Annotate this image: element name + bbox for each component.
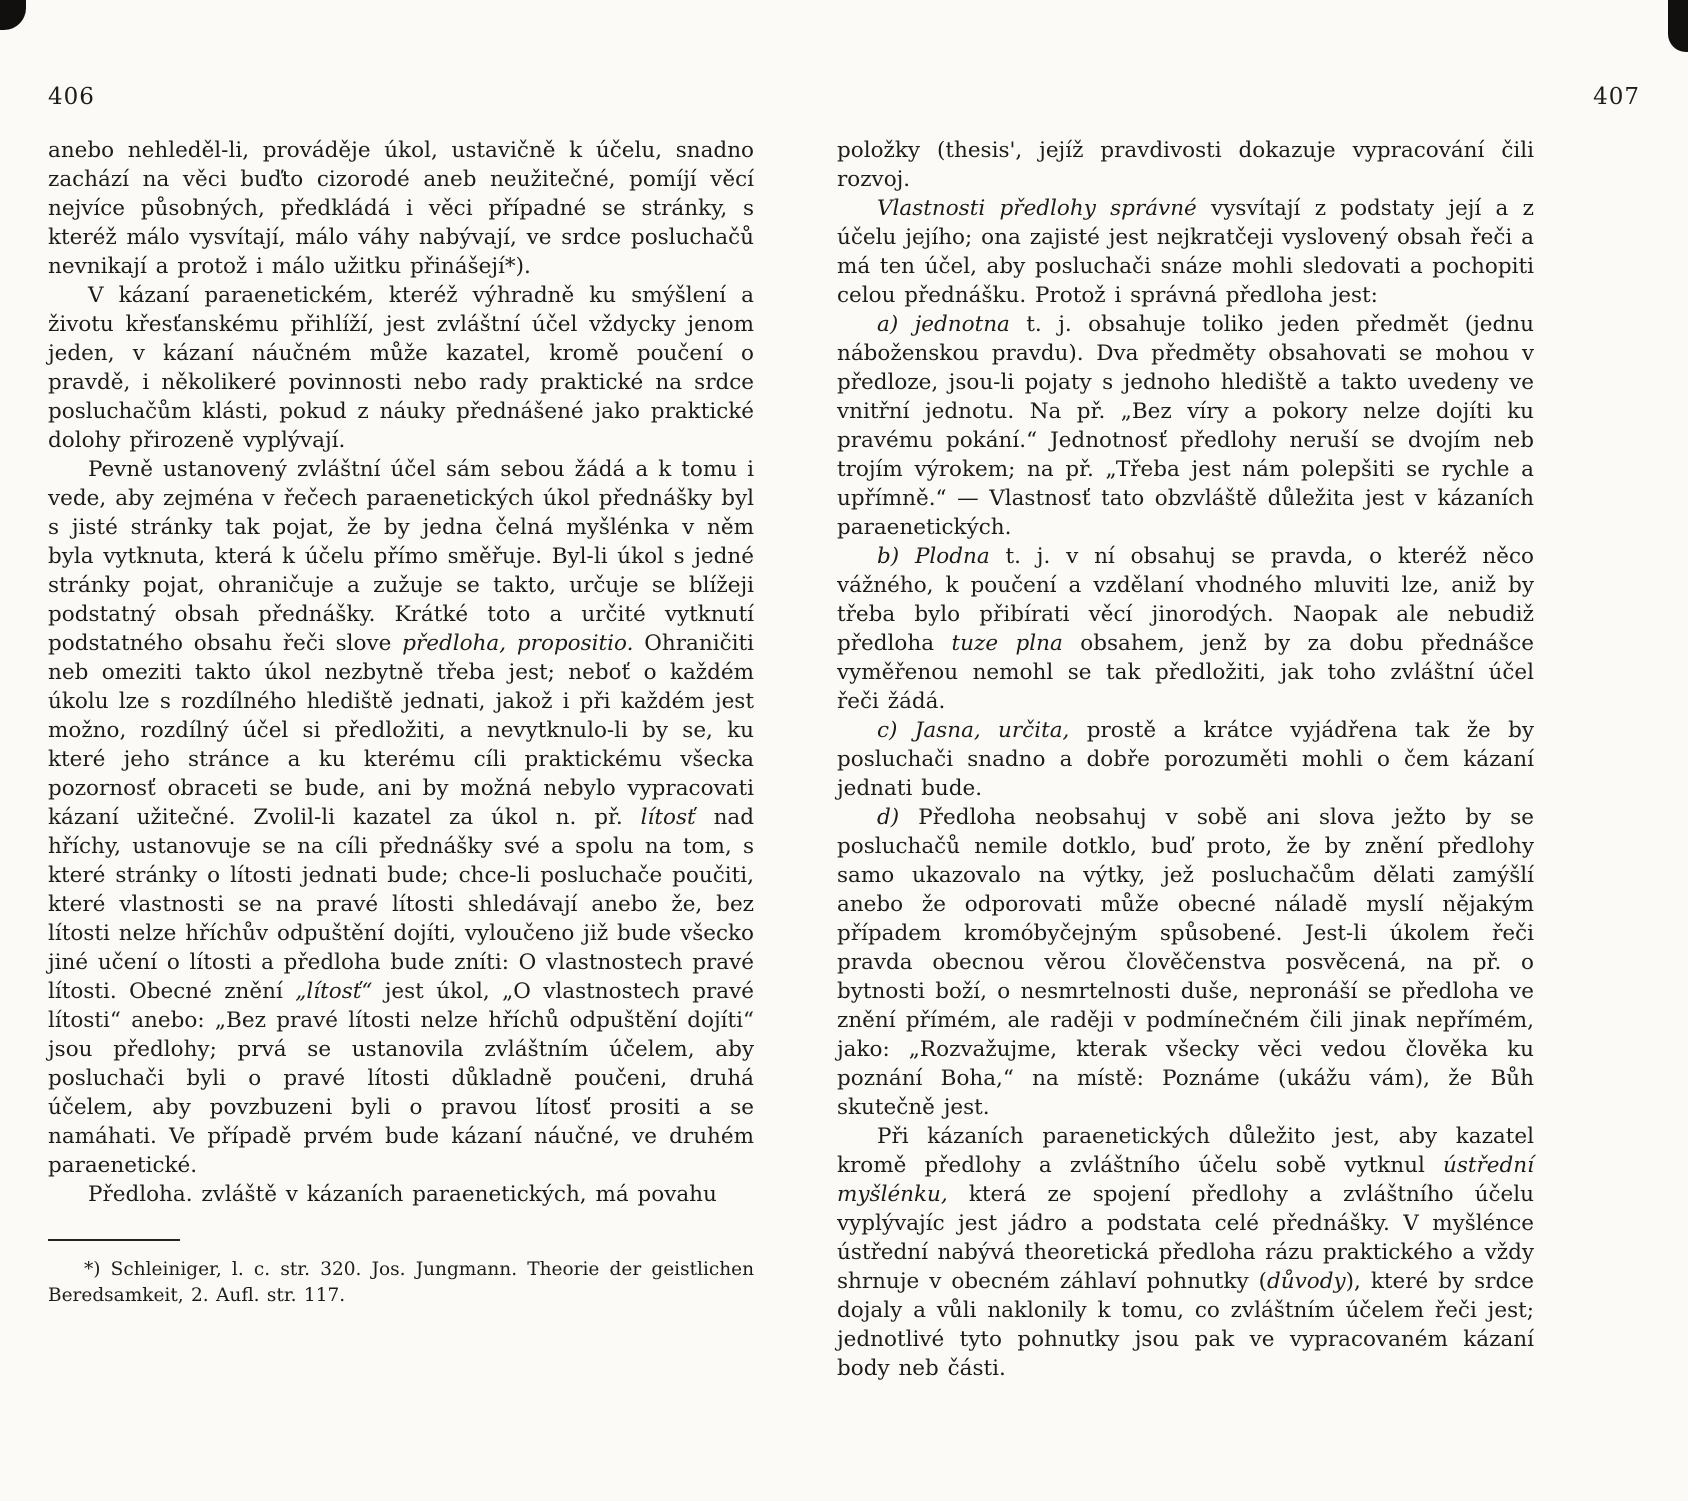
italic-text-run: „lítosť“ bbox=[295, 979, 373, 1004]
italic-text-run: d) bbox=[877, 805, 900, 830]
italic-text-run: b) Plodna bbox=[877, 544, 990, 569]
italic-text-run: Vlastnosti předlohy správné bbox=[877, 196, 1197, 221]
text-run: prostě a krátce vyjádřena tak že by posluchači snadno a dobře porozuměti mohli o čem kázaní jednati bude. bbox=[837, 718, 1534, 801]
text-run: t. j. v ní obsahuj se pravda, o kteréž něco vážného, k poučení a vzdělaní vhodného mluviti lze, aniž by třeba bylo přibírati věcí jinorodých. Naopak ale nebudiž předloha bbox=[837, 544, 1534, 656]
text-run: Předloha neobsahuj v sobě ani slova ježto by se posluchačů nemile dotklo, buď proto, že by znění předlohy samo ukazovalo na výtky, jež posluchačům dělati zamýšlí anebo že odporovati může obecné náladě myslí nějakým případem kromóbyčejným spůsobené. Jest-li úkolem řeči pravda obecnou věrou člověčenstva posvěcená, na př. o bytnosti boží, o nesmrtelnosti duše, nepronáší se předloha ve znění přímém, ale raději v podmínečném čili jinak nepřímém, jako: „Rozvažujme, kterak všecky věci vedou člověka ku poznání Boha,“ na místě: Poznáme (ukážu vám), že Bůh skutečně jest. bbox=[837, 805, 1534, 1120]
italic-text-run: c) Jasna, určita, bbox=[877, 718, 1070, 743]
text-run: t. j. obsahuje toliko jeden předmět (jednu náboženskou pravdu). Dva předměty obsahovati se mohou v předloze, jsou-li pojaty s jednoho hlediště a takto uvedeny ve vnitřní jednotu. Na př. „Bez víry a pokory nelze dojíti ku pravému pokání.“ Jednotnosť předlohy neruší se dvojím neb trojím výrokem; na př. „Třeba jest nám polepšiti se rychle a upřímně.“ — Vlastnosť tato obzvláště důležita jest v kázaních paraenetických. bbox=[837, 312, 1534, 540]
page-right bbox=[837, 84, 1640, 1383]
footnote-rule bbox=[48, 1239, 180, 1241]
scan-artifact-top-left bbox=[0, 0, 26, 30]
italic-text-run: lítosť bbox=[640, 805, 696, 830]
text-run: vysvítají z podstaty její a z účelu jejího; ona zajisté jest nejkratčeji vyslovený obsah řeči a má ten účel, aby posluchači snáze mohli sledovati a pochopiti celou přednášku. Protož i správná předloha jest: bbox=[837, 196, 1534, 308]
page-number-right: 407 bbox=[1593, 84, 1640, 110]
paragraph bbox=[837, 194, 1534, 310]
text-run: Při kázaních paraenetických důležito jest, aby kazatel kromě předlohy a zvláštního účelu sobě vytknul bbox=[837, 1124, 1534, 1178]
right-page-text bbox=[837, 136, 1534, 1383]
scan-artifact-top-right bbox=[1668, 0, 1688, 52]
paragraph bbox=[837, 1122, 1534, 1383]
paragraph bbox=[837, 136, 1534, 194]
text-run: položky (thesis', jejíž pravdivosti dokazuje vypracování čili rozvoj. bbox=[837, 138, 1534, 192]
text-run: která ze spojení předlohy a zvláštního účelu vyplývajíc jest jádro a podstata celé přednášky. V myšlénce ústřední nabývá theoretická předloha rázu praktického a vždy shrnuje v obecném záhlaví pohnutky ( bbox=[837, 1182, 1534, 1294]
paragraph bbox=[837, 542, 1534, 716]
text-run: Ohraničiti neb omeziti takto úkol nezbytně třeba jest; neboť o každém úkolu lze s rozdílného hlediště jednati, jakož i při každém jest možno, rozdílný účel si předložiti, a nevytknulo-li by se, ku které jeho stránce a ku kterému cíli praktickému všecka pozornosť obraceti se bude, ani by možná nebylo vypracovati kázaní užitečné. Zvolil-li kazatel za úkol n. př. bbox=[48, 631, 755, 830]
italic-text-run: předloha, propositio. bbox=[402, 631, 634, 656]
text-run: ), které by srdce dojaly a vůli naklonily k tomu, co zvláštním účelem řeči jest; jednotlivé tyto pohnutky jsou pak ve vypracovaném kázaní body neb části. bbox=[837, 1269, 1534, 1381]
text-run: anebo nehleděl-li, prováděje úkol, ustavičně k účelu, snadno zachází na věci buďto cizorodé aneb neužitečné, pomíjí věcí nejvíce působných, předkládá i věci případné se stránky, s kteréž málo vysvítají, málo váhy nabývají, ve srdce posluchačů nevnikají a protož i málo užitku přinášejí*). bbox=[48, 138, 754, 279]
page-number-left: 406 bbox=[48, 84, 95, 110]
paragraph bbox=[48, 281, 754, 455]
text-run: Předloha. zvláště v kázaních paraenetických, má povahu bbox=[88, 1182, 717, 1207]
text-run: V kázaní paraenetickém, kteréž výhradně ku smýšlení a životu křesťanskému přihlíží, jest zvláštní účel vždycky jenom jeden, v kázaní náučném může kazatel, kromě poučení o pravdě, i několikeré povinnosti nebo rady praktické na srdce posluchačům klásti, pokud z náuky přednášené jako praktické dolohy přirozeně vyplývají. bbox=[48, 283, 754, 453]
italic-text-run: a) jednotna bbox=[877, 312, 1010, 337]
paragraph bbox=[837, 310, 1534, 542]
paragraph bbox=[48, 455, 754, 1180]
text-run: nad hříchy, ustanovuje se na cíli přednášky své a spolu na tom, s které stránky o lítosti jednati bude; chce-li posluchače poučiti, které vlastnosti se na pravé lítosti shledávají anebo že, bez lítosti nelze hříchův odpuštění dojíti, vyloučeno již bude všecko jiné učení o lítosti a předloha bude zníti: O vlastnostech pravé lítosti. Obecné znění bbox=[48, 805, 754, 1004]
paragraph bbox=[48, 1180, 754, 1209]
left-page-text bbox=[48, 136, 754, 1209]
footnote: *) Schleiniger, l. c. str. 320. Jos. Jungmann. Theorie der geistlichen Beredsamkeit, 2. Aufl. str. 117. bbox=[48, 1259, 754, 1306]
page-left bbox=[48, 84, 754, 1309]
text-run: jest úkol, „O vlastnostech pravé lítosti“ anebo: „Bez pravé lítosti nelze hříchů odpuštění dojíti“ jsou předlohy; prvá se ustanovila zvláštním účelem, aby posluchači byli o pravé lítosti důkladně poučeni, druhá účelem, aby povzbuzeni byli o pravou lítosť prositi a se namáhati. Ve případě prvém bude kázaní náučné, ve druhém paraenetické. bbox=[48, 979, 754, 1178]
paragraph bbox=[48, 136, 754, 281]
italic-text-run: ústřední myšlénku, bbox=[837, 1153, 1534, 1207]
italic-text-run: důvody bbox=[1267, 1269, 1346, 1294]
paragraph bbox=[837, 803, 1534, 1122]
paragraph bbox=[837, 716, 1534, 803]
text-run: Pevně ustanovený zvláštní účel sám sebou žádá a k tomu i vede, aby zejména v řečech paraenetických úkol přednášky byl s jisté stránky tak pojat, že by jedna čelná myšlénka v něm byla vytknuta, která k účelu přímo směřuje. Byl-li úkol s jedné stránky pojat, ohraničuje a zužuje se takto, určuje se blížeji podstatný obsah přednášky. Krátké toto a určité vytknutí podstatného obsahu řeči slove bbox=[48, 457, 754, 656]
text-run: obsahem, jenž by za dobu přednášce vyměřenou nemohl se tak předložiti, jak toho zvláštní účel řeči žádá. bbox=[837, 631, 1534, 714]
italic-text-run: tuze plna bbox=[951, 631, 1063, 656]
